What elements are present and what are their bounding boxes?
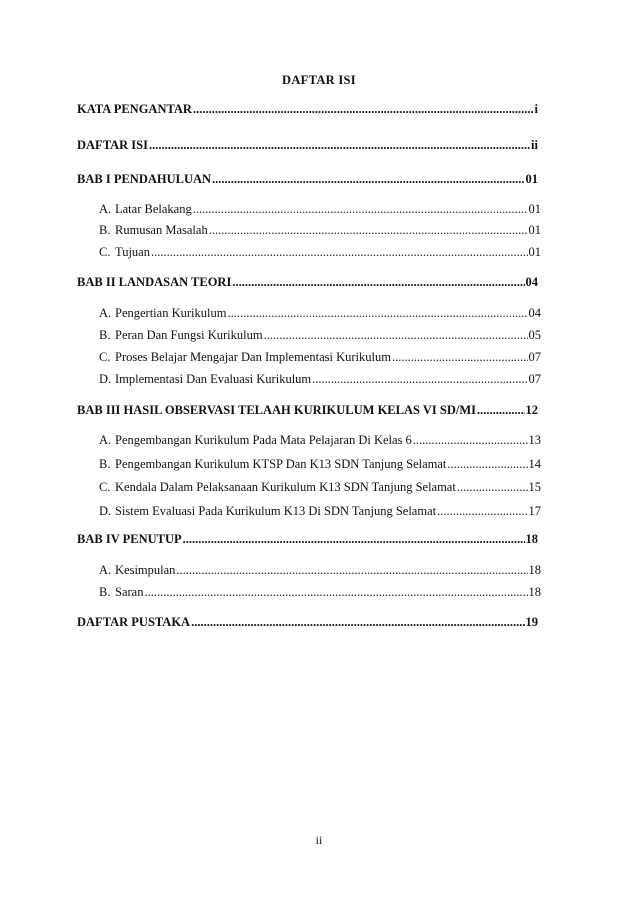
toc-subentry-page: 18 xyxy=(528,585,541,599)
toc-subentry[interactable] xyxy=(99,244,541,260)
toc-subentry-page: 01 xyxy=(528,223,541,237)
dot-leader xyxy=(193,101,534,117)
toc-subentry-text: Pengertian Kurikulum xyxy=(115,306,227,320)
toc-entry-text: BAB IV PENUTUP xyxy=(77,532,182,546)
toc-subentry-letter: A. xyxy=(99,306,112,320)
toc-subentry-text: Implementasi Dan Evaluasi Kurikulum xyxy=(115,372,312,386)
toc-subentry-page: 17 xyxy=(528,504,541,518)
toc-subentry-text: Proses Belajar Mengajar Dan Implementasi Kurikulum xyxy=(115,350,391,364)
toc-subentry-text: Rumusan Masalah xyxy=(115,223,208,237)
toc-subentry[interactable] xyxy=(99,479,541,495)
toc-subentry-letter: B. xyxy=(99,328,111,342)
toc-entry-text: DAFTAR ISI xyxy=(77,138,148,152)
toc-subentry-text: Sistem Evaluasi Pada Kurikulum K13 Di SDN Tanjung Selamat xyxy=(115,504,437,518)
toc-entry-text: BAB III HASIL OBSERVASI TELAAH KURIKULUM KELAS VI SD/MI xyxy=(77,403,476,417)
dot-leader xyxy=(264,327,528,343)
toc-subentry-text: Saran xyxy=(115,585,144,599)
toc-entry-bab-4[interactable] xyxy=(77,531,538,547)
toc-subentry-page: 01 xyxy=(528,245,541,259)
toc-entry-text: DAFTAR PUSTAKA xyxy=(77,615,191,629)
toc-subentry[interactable] xyxy=(99,371,541,387)
toc-subentry-letter: B. xyxy=(99,223,111,237)
toc-subentry[interactable] xyxy=(99,222,541,238)
dot-leader xyxy=(457,479,528,495)
toc-entry-page: 12 xyxy=(525,403,538,417)
toc-subentry[interactable] xyxy=(99,503,541,519)
toc-subentry-text: Latar Belakang xyxy=(115,202,192,216)
toc-entry-text: BAB II LANDASAN TEORI xyxy=(77,275,232,289)
dot-leader xyxy=(392,349,528,365)
dot-leader xyxy=(209,222,528,238)
dot-leader xyxy=(144,584,527,600)
toc-subentry-letter: B. xyxy=(99,585,111,599)
toc-subentry[interactable] xyxy=(99,562,541,578)
toc-subentry-letter: D. xyxy=(99,372,112,386)
dot-leader xyxy=(447,456,527,472)
toc-entry-page: 19 xyxy=(525,615,538,629)
toc-entry-page: 04 xyxy=(525,275,538,289)
toc-subentry[interactable] xyxy=(99,305,541,321)
toc-subentry[interactable] xyxy=(99,456,541,472)
toc-subentry[interactable] xyxy=(99,349,541,365)
toc-subentry-page: 01 xyxy=(528,202,541,216)
toc-subentry-letter: A. xyxy=(99,563,112,577)
toc-subentry-page: 18 xyxy=(528,563,541,577)
dot-leader xyxy=(191,614,524,630)
toc-subentry-page: 04 xyxy=(528,306,541,320)
toc-subentry-page: 15 xyxy=(528,480,541,494)
dot-leader xyxy=(149,137,530,153)
toc-subentry-page: 05 xyxy=(528,328,541,342)
toc-subentry-text: Kesimpulan xyxy=(115,563,176,577)
toc-subentry-text: Pengembangan Kurikulum Pada Mata Pelajaran Di Kelas 6 xyxy=(115,433,412,447)
dot-leader xyxy=(312,371,527,387)
toc-entry-kata-pengantar[interactable] xyxy=(77,101,538,117)
toc-subentry[interactable] xyxy=(99,432,541,448)
toc-entry-daftar-pustaka[interactable] xyxy=(77,614,538,630)
toc-entry-page: 18 xyxy=(525,532,538,546)
toc-entry-bab-1[interactable] xyxy=(77,171,538,187)
toc-subentry-text: Kendala Dalam Pelaksanaan Kurikulum K13 SDN Tanjung Selamat xyxy=(115,480,456,494)
toc-subentry-letter: C. xyxy=(99,480,111,494)
dot-leader xyxy=(212,171,524,187)
dot-leader xyxy=(232,274,524,290)
dot-leader xyxy=(413,432,528,448)
toc-subentry-page: 13 xyxy=(528,433,541,447)
toc-entry-bab-2[interactable] xyxy=(77,274,538,290)
toc-subentry[interactable] xyxy=(99,327,541,343)
toc-subentry-letter: A. xyxy=(99,202,112,216)
dot-leader xyxy=(437,503,527,519)
toc-entry-text: BAB I PENDAHULUAN xyxy=(77,172,212,186)
toc-entry-bab-3[interactable] xyxy=(77,402,538,418)
toc-subentry-letter: A. xyxy=(99,433,112,447)
dot-leader xyxy=(176,562,527,578)
toc-subentry[interactable] xyxy=(99,584,541,600)
toc-subentry-letter: C. xyxy=(99,245,111,259)
toc-subentry-page: 07 xyxy=(528,350,541,364)
toc-subentry-page: 14 xyxy=(528,457,541,471)
toc-entry-page: ii xyxy=(531,138,538,152)
toc-subentry-text: Tujuan xyxy=(115,245,150,259)
toc-subentry-text: Peran Dan Fungsi Kurikulum xyxy=(115,328,263,342)
toc-subentry-letter: C. xyxy=(99,350,111,364)
toc-subentry-page: 07 xyxy=(528,372,541,386)
toc-subentry-letter: D. xyxy=(99,504,112,518)
dot-leader xyxy=(151,244,528,260)
toc-entry-text: KATA PENGANTAR xyxy=(77,102,192,116)
toc-entry-page: i xyxy=(534,102,538,116)
dot-leader xyxy=(193,201,528,217)
toc-subentry-letter: B. xyxy=(99,457,111,471)
toc-entry-page: 01 xyxy=(525,172,538,186)
toc-entry-daftar-isi[interactable] xyxy=(77,137,538,153)
page-title: DAFTAR ISI xyxy=(282,73,356,87)
toc-subentry-text: Pengembangan Kurikulum KTSP Dan K13 SDN Tanjung Selamat xyxy=(115,457,447,471)
dot-leader xyxy=(183,531,525,547)
dot-leader xyxy=(227,305,527,321)
dot-leader xyxy=(477,402,525,418)
toc-subentry[interactable] xyxy=(99,201,541,217)
page-number: ii xyxy=(315,833,323,847)
